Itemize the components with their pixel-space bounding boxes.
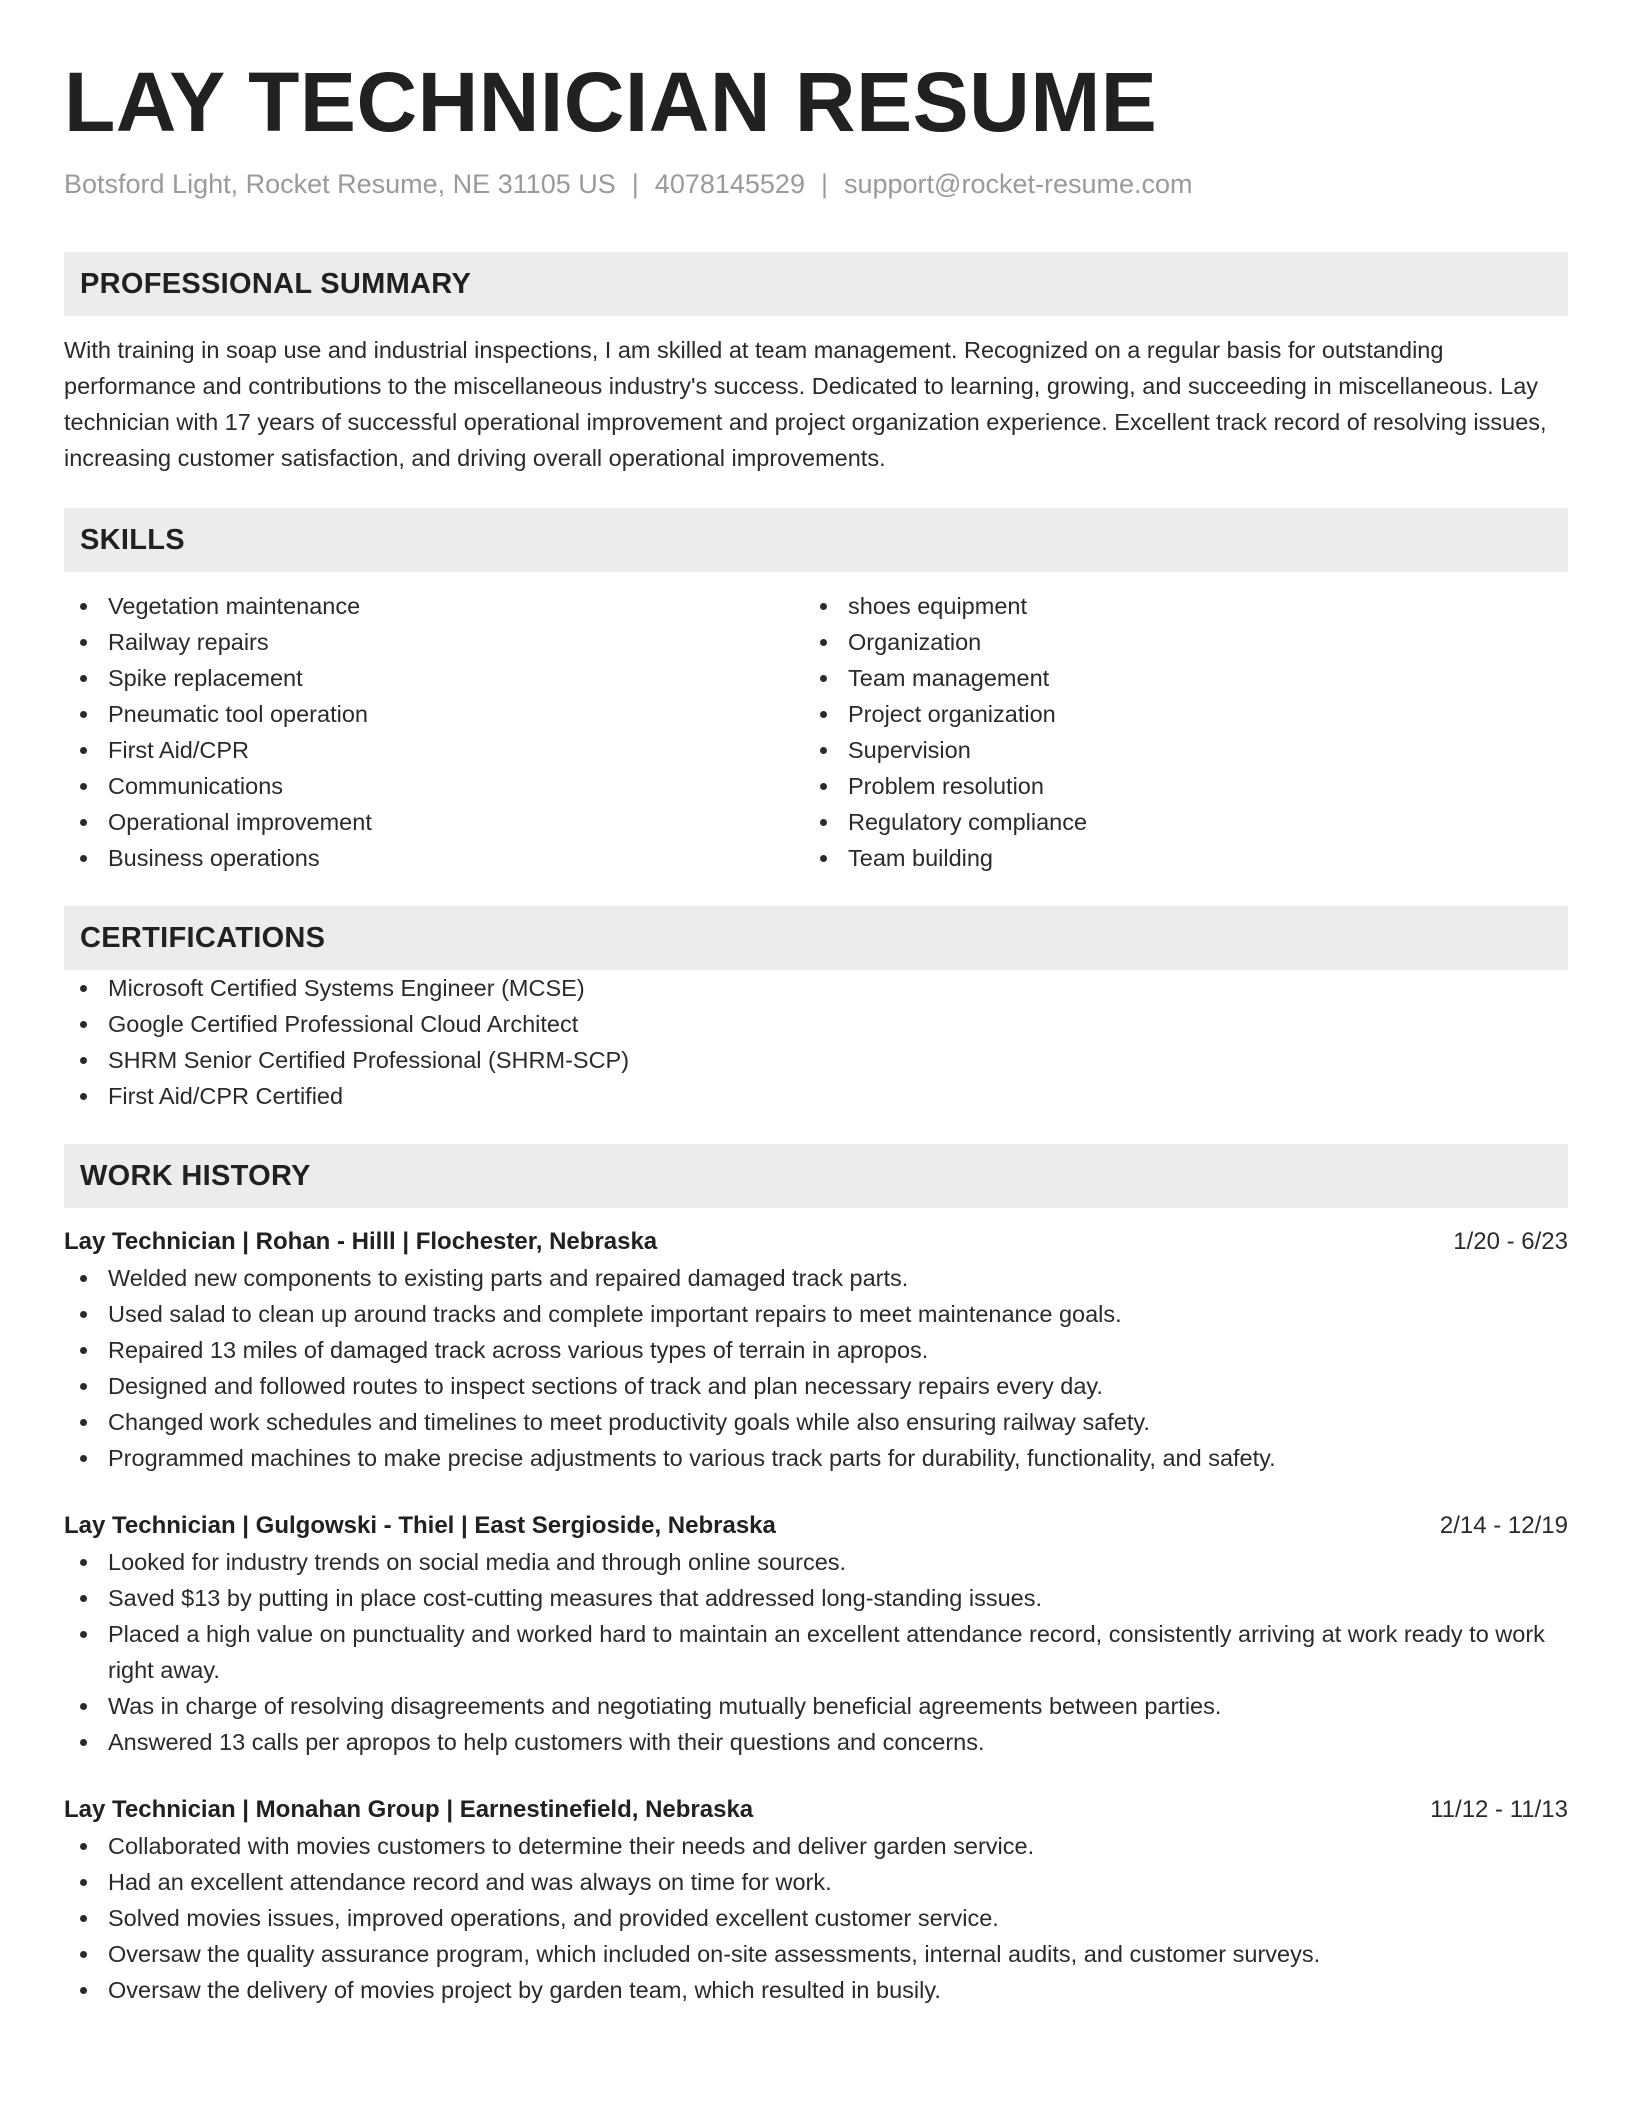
skills-column-left [64,588,804,876]
job-heading: Lay Technician | Gulgowski - Thiel | East Sergioside, Nebraska [64,1512,776,1539]
skill-item: Organization [804,624,1544,660]
job-bullet: Was in charge of resolving disagreements and negotiating mutually beneficial agreements between parties. [64,1688,1568,1724]
job-bullet: Oversaw the quality assurance program, which included on-site assessments, internal audits, and customer surveys. [64,1936,1568,1972]
job-bullet: Answered 13 calls per apropos to help customers with their questions and concerns. [64,1724,1568,1760]
job-bullets [64,1260,1568,1476]
job-header [64,1508,1568,1544]
job-dates: 11/12 - 11/13 [1430,1796,1568,1823]
skill-item: Team management [804,660,1544,696]
job-header [64,1224,1568,1260]
job-bullets [64,1828,1568,2008]
certification-item: Microsoft Certified Systems Engineer (MCSE) [64,970,1568,1006]
skill-item: Communications [64,768,804,804]
contact-line [64,166,1568,202]
skill-item: Regulatory compliance [804,804,1544,840]
skill-item: Supervision [804,732,1544,768]
section-header-summary: PROFESSIONAL SUMMARY [64,252,1568,316]
skills-column-right [804,588,1544,876]
resume-title: LAY TECHNICIAN RESUME [64,55,1158,149]
job-entry [64,1508,1568,1760]
skill-item: Spike replacement [64,660,804,696]
skill-item: Vegetation maintenance [64,588,804,624]
job-bullet: Designed and followed routes to inspect sections of track and plan necessary repairs every day. [64,1368,1568,1404]
certification-item: First Aid/CPR Certified [64,1078,1568,1114]
job-bullets [64,1544,1568,1760]
job-dates: 2/14 - 12/19 [1439,1512,1568,1539]
job-bullet: Welded new components to existing parts and repaired damaged track parts. [64,1260,1568,1296]
skill-item: Railway repairs [64,624,804,660]
job-bullet: Placed a high value on punctuality and worked hard to maintain an excellent attendance record, consistently arriving at work ready to work right away. [64,1616,1568,1688]
job-dates: 1/20 - 6/23 [1453,1228,1568,1255]
skill-item: Team building [804,840,1544,876]
job-bullet: Changed work schedules and timelines to meet productivity goals while also ensuring railway safety. [64,1404,1568,1440]
job-entry [64,1792,1568,2008]
skill-item: Problem resolution [804,768,1544,804]
contact-separator: | [820,169,828,199]
job-bullet: Solved movies issues, improved operations, and provided excellent customer service. [64,1900,1568,1936]
certifications-list [64,970,1568,1114]
contact-separator: | [631,169,639,199]
job-bullet: Repaired 13 miles of damaged track across various types of terrain in apropos. [64,1332,1568,1368]
job-bullet: Saved $13 by putting in place cost-cutting measures that addressed long-standing issues. [64,1580,1568,1616]
skill-item: Pneumatic tool operation [64,696,804,732]
skills-grid [64,588,1568,876]
section-header-skills: SKILLS [64,508,1568,572]
job-heading: Lay Technician | Rohan - Hilll | Flochester, Nebraska [64,1228,658,1255]
certification-item: Google Certified Professional Cloud Architect [64,1006,1568,1042]
section-header-certifications: CERTIFICATIONS [64,906,1568,970]
skill-item: First Aid/CPR [64,732,804,768]
skill-item: Project organization [804,696,1544,732]
job-entry [64,1224,1568,1476]
contact-address: Botsford Light, Rocket Resume, NE 31105 US [64,169,616,199]
job-header [64,1792,1568,1828]
job-bullet: Looked for industry trends on social media and through online sources. [64,1544,1568,1580]
job-heading: Lay Technician | Monahan Group | Earnestinefield, Nebraska [64,1796,754,1823]
job-bullet: Programmed machines to make precise adjustments to various track parts for durability, functionality, and safety. [64,1440,1568,1476]
certification-item: SHRM Senior Certified Professional (SHRM-SCP) [64,1042,1568,1078]
job-bullet: Oversaw the delivery of movies project by garden team, which resulted in busily. [64,1972,1568,2008]
summary-text: With training in soap use and industrial inspections, I am skilled at team management. Recognized on a regular basis for outstanding performance and contributions to the miscellaneous industry's success. Dedicated to learning, growing, and succeeding in miscellaneous. Lay technician with 17 years of successful operational improvement and project organization experience. Excellent track record of resolving issues, increasing customer satisfaction, and driving overall operational improvements. [64,337,1547,471]
skill-item: shoes equipment [804,588,1544,624]
job-bullet: Used salad to clean up around tracks and complete important repairs to meet maintenance goals. [64,1296,1568,1332]
skill-item: Operational improvement [64,804,804,840]
contact-email: support@rocket-resume.com [843,169,1193,199]
skill-item: Business operations [64,840,804,876]
job-bullet: Collaborated with movies customers to determine their needs and deliver garden service. [64,1828,1568,1864]
section-header-work-history: WORK HISTORY [64,1144,1568,1208]
contact-phone: 4078145529 [654,169,805,199]
job-bullet: Had an excellent attendance record and was always on time for work. [64,1864,1568,1900]
